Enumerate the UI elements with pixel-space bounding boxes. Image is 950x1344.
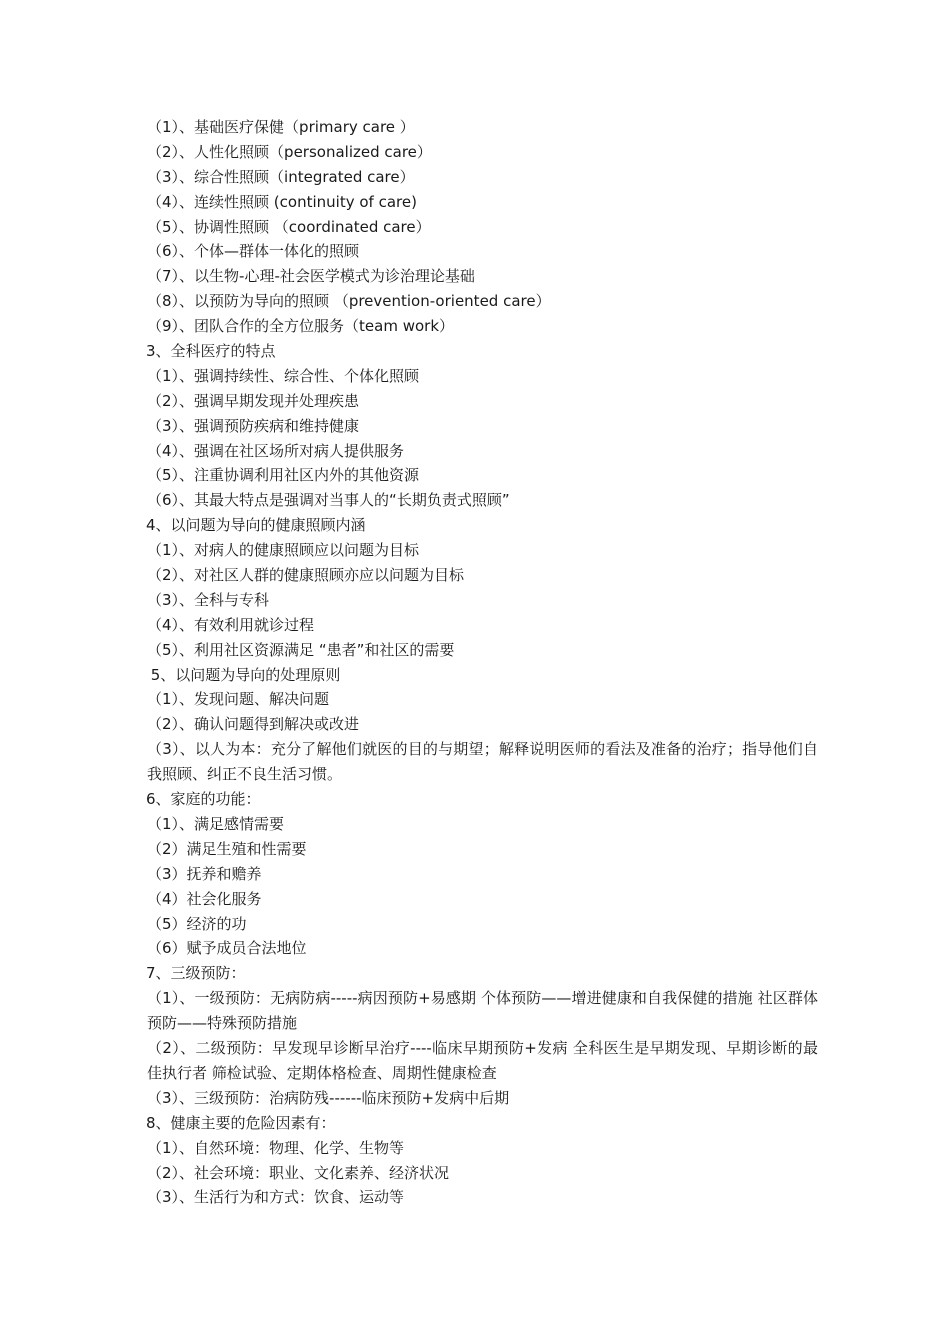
section-3-item: （5）、注重协调利用社区内外的其他资源 [147, 466, 420, 485]
section-3-item: （4）、强调在社区场所对病人提供服务 [147, 441, 405, 460]
section-3-item: （3）、强调预防疾病和维持健康 [147, 416, 360, 435]
care-item-9: （9）、团队合作的全方位服务（team work） [147, 317, 455, 336]
section-5-item: （3）、以人为本：充分了解他们就医的目的与期望；解释说明医师的看法及准备的治疗；指导他们自我照顾、纠正不良生活习惯。 [147, 740, 818, 784]
section-7-item: （1）、一级预防：无病防病-----病因预防+易感期 个体预防——增进健康和自我保健的措施 社区群体预防——特殊预防措施 [147, 989, 818, 1033]
care-item-6: （6）、个体—群体一体化的照顾 [147, 242, 360, 261]
section-6-item: （6）赋予成员合法地位 [147, 939, 307, 958]
section-3-item: （1）、强调持续性、综合性、个体化照顾 [147, 366, 420, 385]
section-8-item: （3）、生活行为和方式：饮食、运动等 [147, 1188, 405, 1207]
section-6-item: （1）、满足感情需要 [147, 814, 285, 833]
section-6-title: 6、家庭的功能： [146, 790, 261, 809]
care-item-7: （7）、以生物-心理-社会医学模式为诊治理论基础 [147, 267, 475, 286]
section-4-item: （2）、对社区人群的健康照顾亦应以问题为目标 [147, 566, 465, 585]
section-4-item: （1）、对病人的健康照顾应以问题为目标 [147, 541, 420, 560]
section-8-item: （1）、自然环境：物理、化学、生物等 [147, 1138, 405, 1157]
section-8-title: 8、健康主要的危险因素有： [146, 1113, 336, 1132]
care-item-5: （5）、协调性照顾 （coordinated care） [147, 217, 431, 236]
section-4-item: （5）、利用社区资源满足 “患者”和社区的需要 [147, 640, 455, 659]
section-3-item: （2）、强调早期发现并处理疾患 [147, 391, 360, 410]
care-item-3: （3）、综合性照顾（integrated care） [147, 167, 415, 186]
care-item-2: （2）、人性化照顾（personalized care） [147, 142, 432, 161]
care-item-4: （4）、连续性照顾 (continuity of care) [147, 192, 417, 211]
section-7-item: （2）、二级预防：早发现早诊断早治疗----临床早期预防+发病 全科医生是早期发现、早期诊断的最佳执行者 筛检试验、定期体格检查、周期性健康检查 [147, 1039, 818, 1082]
section-5-title: 5、以问题为导向的处理原则 [146, 665, 341, 684]
section-7-item: （3）、三级预防：治病防残------临床预防+发病中后期 [147, 1088, 510, 1107]
care-item-1: （1）、基础医疗保健（primary care ） [147, 118, 415, 136]
section-4-title: 4、以问题为导向的健康照顾内涵 [146, 516, 366, 535]
section-4-item: （3）、全科与专科 [147, 590, 270, 609]
section-5-item: （2）、确认问题得到解决或改进 [147, 715, 360, 734]
section-4-item: （4）、有效利用就诊过程 [147, 615, 315, 634]
section-3-title: 3、全科医疗的特点 [146, 342, 276, 361]
section-6-item: （2）满足生殖和性需要 [147, 839, 307, 858]
document-body [146, 115, 818, 1210]
section-5-item: （1）、发现问题、解决问题 [147, 690, 330, 709]
section-6-item: （4）社会化服务 [147, 889, 262, 908]
section-3-item: （6）、其最大特点是强调对当事人的“长期负责式照顾” [147, 491, 510, 510]
section-8-item: （2）、社会环境：职业、文化素养、经济状况 [147, 1163, 450, 1182]
section-6-item: （3）抚养和赡养 [147, 864, 262, 883]
care-item-8: （8）、以预防为导向的照顾 （prevention-oriented care） [147, 292, 551, 311]
section-6-item: （5）经济的功 [147, 914, 247, 933]
section-7-title: 7、三级预防： [146, 964, 246, 983]
